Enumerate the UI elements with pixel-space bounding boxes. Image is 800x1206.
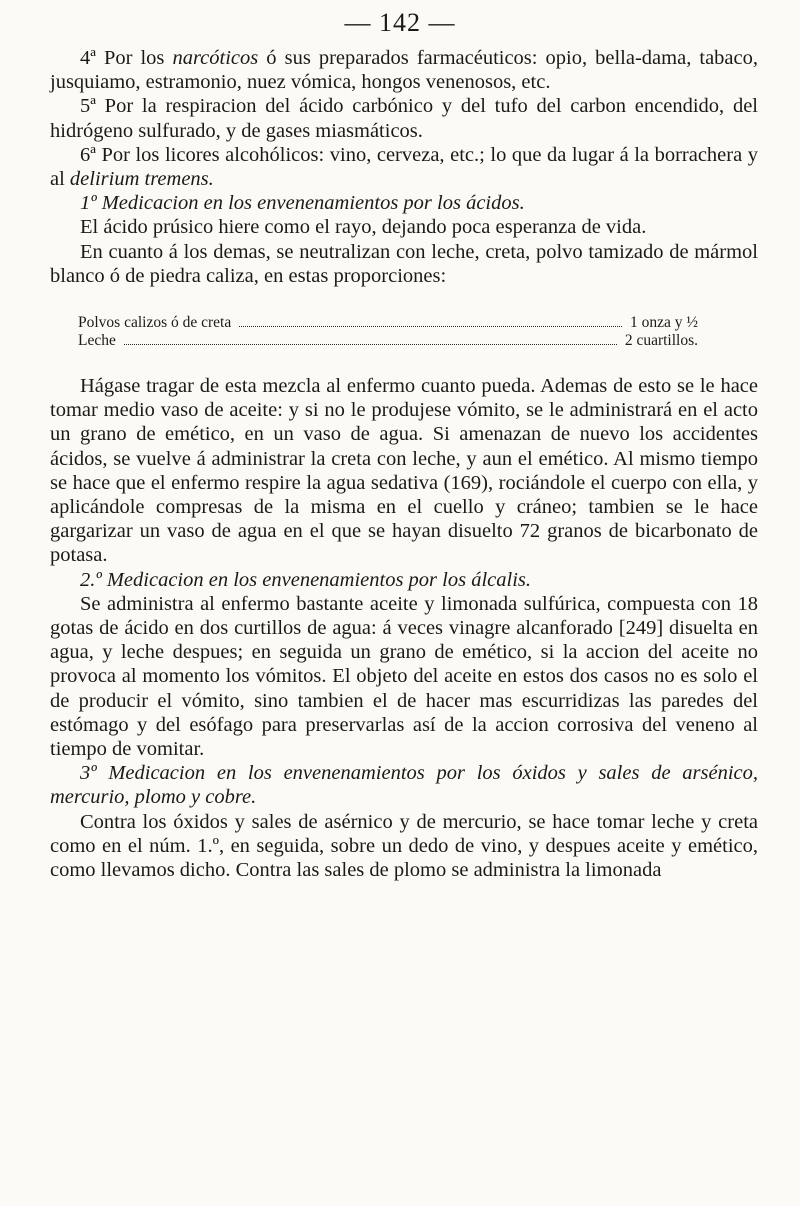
recipe-row (78, 332, 698, 350)
paragraph-treatment: Hágase tragar de esta mezcla al enfermo cuanto pueda. Ademas de esto se le hace tomar medio vaso de aceite: y si no le produjese vómito, se le administrará en el acto un grano de emético, en un vaso de agua. Si amenazan de nuevo los accidentes ácidos, se vuelve á administrar la creta con leche, y aun el emético. Al mismo tiempo se hace que el enfermo respire la agua sedativa (169), rociándole el cuerpo con ella, y aplicándole compresas de la misma en el cuello y cráneo; tambien se le hace gargarizar un vaso de agua en el que se hayan disuelto 72 granos de bicarbonato de potasa. (50, 375, 758, 567)
section-heading-alkalis: 2.º Medicacion en los envenenamientos por los álcalis. (80, 568, 531, 591)
paragraph-metals: Contra los óxidos y sales de asérnico y de mercurio, se hace tomar leche y creta como en el núm. 1.º, en seguida, sobre un dedo de vino, y despues aceite y emético, como llevamos dicho. Contra las sales de plomo se administra la limonada (50, 810, 758, 882)
list-item-alcohol (50, 143, 758, 191)
paragraph-prussic-acid: El ácido prúsico hiere como el rayo, dejando poca esperanza de vida. (80, 216, 647, 239)
recipe-quantity: 2 cuartillos. (624, 332, 698, 350)
section-heading-metals: 3º Medicacion en los envenenamientos por los óxidos y sales de arsénico, mercurio, plomo y cobre. (50, 762, 758, 809)
list-item-lead: 5ª Por la respiracion del ácido carbónico y del tufo del carbon encendido, del hidrógeno sulfurado, y de gases miasmáticos. (50, 95, 758, 142)
recipe-ingredient: Leche (78, 332, 116, 350)
leader-dots (239, 325, 622, 327)
page-text (50, 46, 758, 882)
recipe-row (78, 314, 698, 332)
list-item-lead: 6ª Por los licores alcohólicos: vino, cerveza, etc.; lo que da lugar á la borrachera y al (50, 143, 758, 191)
list-item-text: ó sus preparados farmacéuticos: opio, bella-dama, tabaco, jusquiamo, estramonio, nuez vómica, hongos venenosos, etc. (50, 47, 758, 94)
recipe-quantity: 1 onza y ½ (629, 314, 698, 332)
paragraph-neutralize: En cuanto á los demas, se neutralizan con leche, creta, polvo tamizado de mármol blanco ó de piedra caliza, en estas proporciones: (50, 240, 758, 287)
recipe-table (78, 314, 698, 350)
list-item-respiration (50, 94, 758, 142)
paragraph-alkalis: Se administra al enfermo bastante aceite y limonada sulfúrica, compuesta con 18 gotas de ácido en dos curtillos de agua: á veces vinagre alcanforado [249] disuelta en agua, y leche despues; en seguida un grano de emético, si la accion del aceite no provoca al momento los vómitos. El objeto del aceite en estos dos casos no es solo el de producir el vómito, sino tambien el de hacer mas escurridizas las paredes del estómago y del esófago para preservarlas así de la accion corrosiva del veneno al tiempo de vomitar. (50, 592, 758, 761)
leader-dots (124, 343, 617, 345)
list-item-lead: 4ª Por los (80, 47, 165, 69)
page-number: — 142 — (344, 8, 456, 37)
recipe-ingredient: Polvos calizos ó de creta (78, 314, 232, 332)
list-item-term: narcóticos (172, 47, 259, 69)
list-item-narcotics (50, 46, 758, 94)
section-heading-acids: 1º Medicacion en los envenenamientos por los ácidos. (80, 192, 525, 215)
list-item-term: delirium tremens. (69, 168, 214, 191)
